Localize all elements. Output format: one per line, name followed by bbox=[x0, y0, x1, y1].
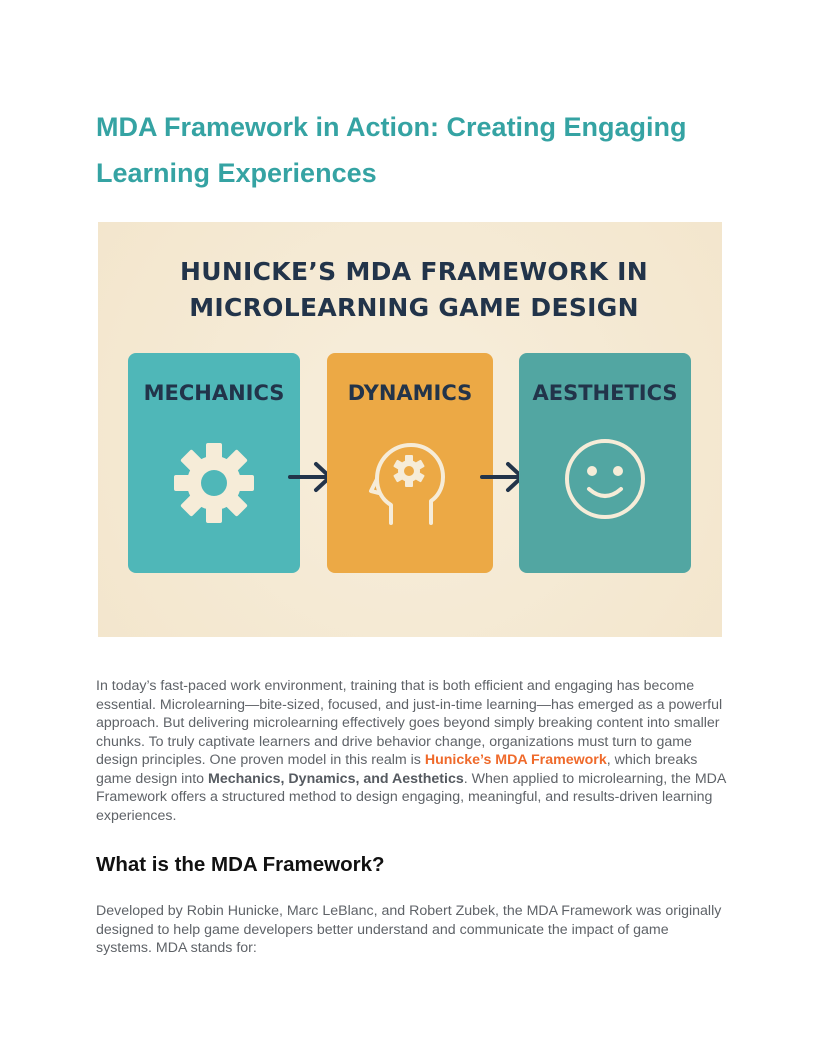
intro-text-1: In today’s fast-paced work environment, training that is both efficient and engaging has become essential. Microlearning—bite-sized, focused, and just-in-time learning—has emerged as a powerful approach. But delivering microlearning effectively goes beyond simply breaking content into smaller chunks. To truly captivate learners and drive behavior change, organizations must turn to game design principles. One proven model in this realm is bbox=[96, 678, 723, 768]
intro-text-2: , which breaks game design into bbox=[96, 752, 698, 787]
intro-bold-text: Mechanics, Dynamics, and Aesthetics bbox=[208, 770, 464, 787]
mda-framework-figure bbox=[98, 222, 722, 637]
aesthetics-card bbox=[519, 353, 691, 573]
section-heading: What is the MDA Framework? bbox=[96, 853, 385, 876]
dynamics-card bbox=[327, 353, 493, 573]
mechanics-card bbox=[128, 353, 300, 573]
smiley-icon bbox=[563, 437, 647, 526]
section-paragraph: Developed by Robin Hunicke, Marc LeBlanc, and Robert Zubek, the MDA Framework was originally designed to help game developers better understand and communicate the impact of game systems. MDA stands for: bbox=[96, 903, 722, 956]
title-line-2: Learning Experiences bbox=[96, 158, 377, 188]
intro-paragraph bbox=[96, 677, 726, 825]
intro-text-3: . When applied to microlearning, the MDA Framework offers a structured method to design engaging, meaningful, and results-driven learning experiences. bbox=[96, 770, 726, 824]
gear-icon bbox=[172, 441, 256, 530]
figure-title-line-2: MICROLEARNING GAME DESIGN bbox=[189, 293, 639, 322]
dynamics-label: DYNAMICS bbox=[347, 381, 473, 405]
figure-title bbox=[98, 254, 722, 326]
document-title bbox=[96, 104, 736, 196]
hunicke-mda-link[interactable]: Hunicke’s MDA Framework bbox=[424, 752, 607, 768]
aesthetics-label: AESTHETICS bbox=[532, 381, 678, 405]
head-gear-icon bbox=[367, 435, 453, 532]
mechanics-label: MECHANICS bbox=[143, 381, 285, 405]
title-line-1: MDA Framework in Action: Creating Engaging bbox=[96, 112, 687, 142]
figure-title-line-1: HUNICKE’S MDA FRAMEWORK IN bbox=[180, 257, 648, 286]
